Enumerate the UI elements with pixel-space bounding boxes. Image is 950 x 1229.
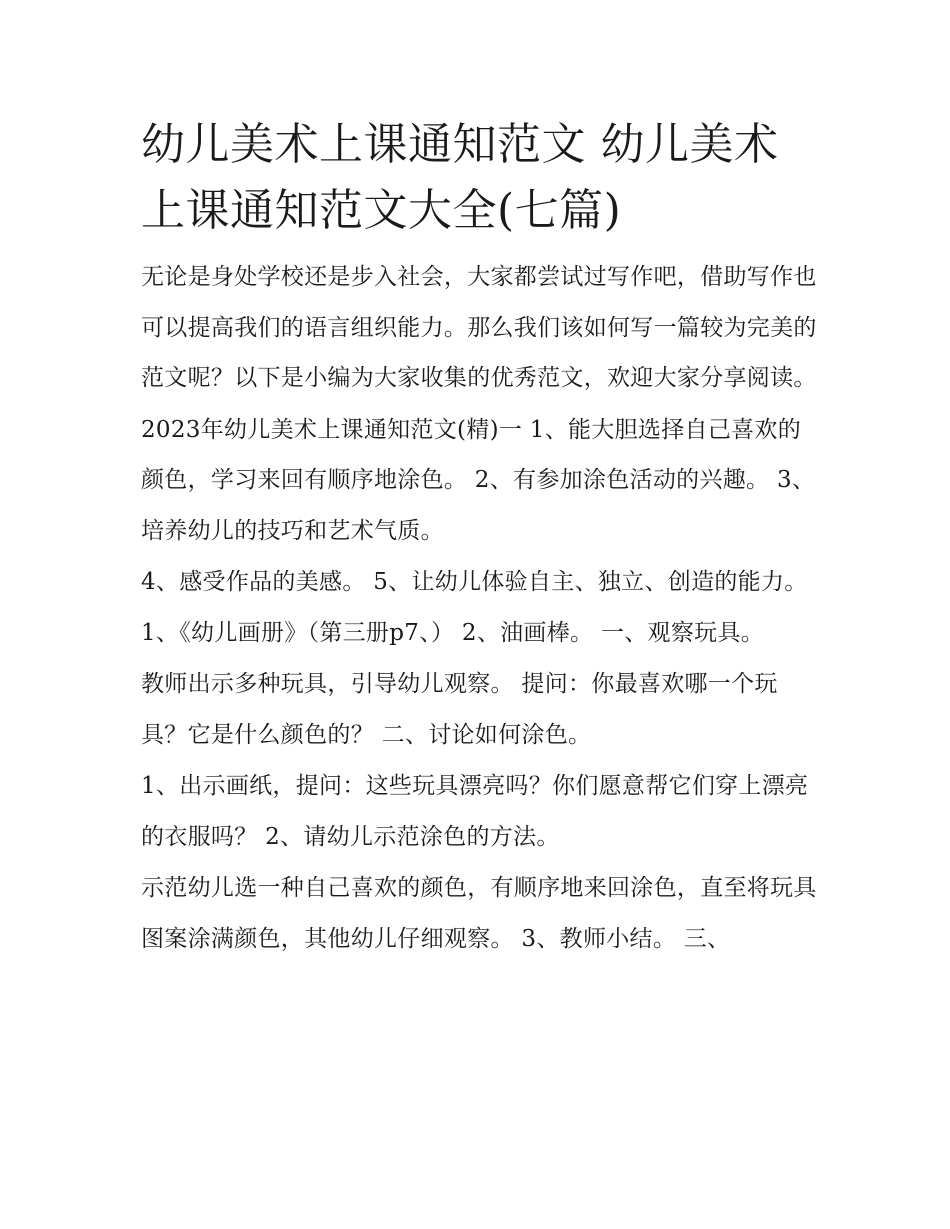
- document-body: [141, 112, 821, 965]
- body-paragraph: 2023年幼儿美术上课通知范文(精)一 1、能大胆选择自己喜欢的颜色，学习来回有顺序地涂色。 2、有参加涂色活动的兴趣。 3、培养幼儿的技巧和艺术气质。: [141, 416, 816, 544]
- intro-paragraph: 无论是身处学校还是步入社会，大家都尝试过写作吧，借助写作也可以提高我们的语言组织能力。那么我们该如何写一篇较为完美的范文呢？以下是小编为大家收集的优秀范文，欢迎大家分享阅读。: [141, 264, 817, 391]
- body-paragraph: 1、出示画纸，提问：这些玩具漂亮吗？你们愿意帮它们穿上漂亮的衣服吗？ 2、请幼儿示范涂色的方法。: [141, 773, 809, 850]
- body-paragraph: 4、感受作品的美感。 5、让幼儿体验自主、独立、创造的能力。 1、《幼儿画册》（第三册p7、） 2、油画棒。 一、观察玩具。: [141, 569, 808, 646]
- document-title: 幼儿美术上课通知范文 幼儿美术上课通知范文大全(七篇): [141, 119, 779, 236]
- body-paragraph: 教师出示多种玩具，引导幼儿观察。 提问：你最喜欢哪一个玩具？它是什么颜色的？ 二、讨论如何涂色。: [141, 671, 778, 748]
- body-paragraph: 示范幼儿选一种自己喜欢的颜色，有顺序地来回涂色，直至将玩具图案涂满颜色，其他幼儿仔细观察。 3、教师小结。 三、: [141, 875, 817, 952]
